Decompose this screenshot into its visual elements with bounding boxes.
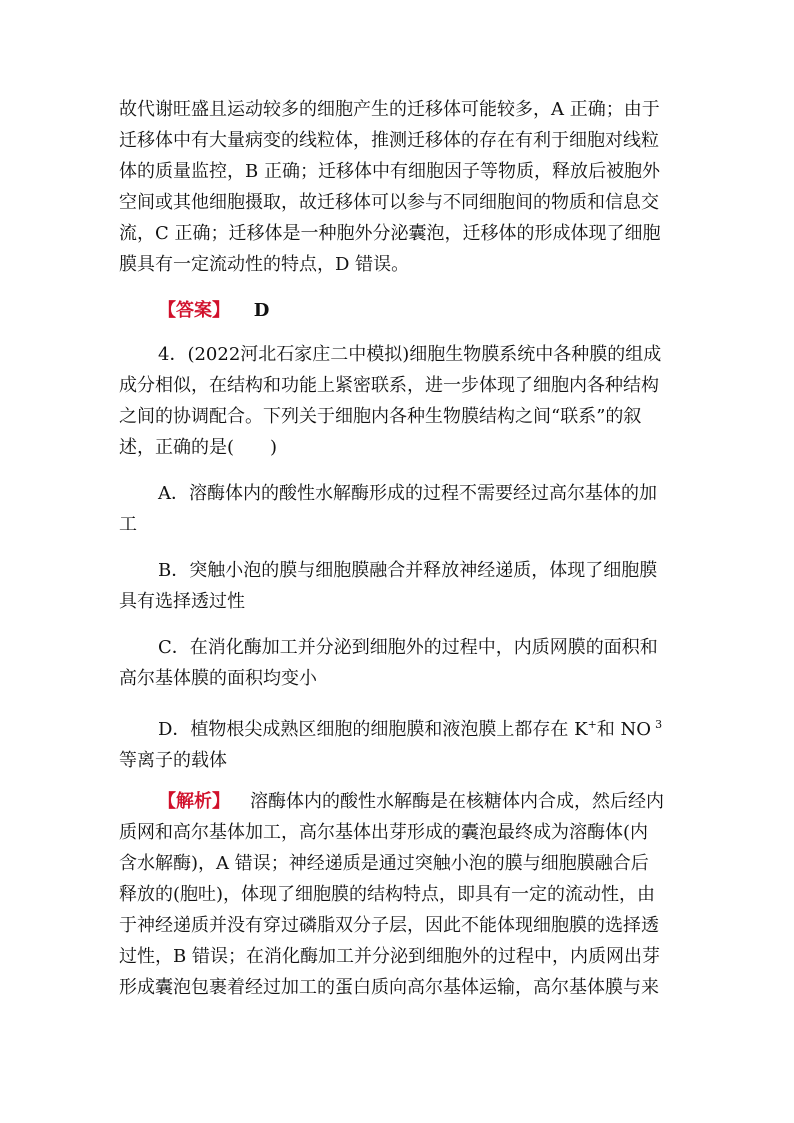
option-text: 和 NO <box>596 719 652 740</box>
analysis-continuation-paragraph <box>119 94 675 280</box>
option-text: D．植物根尖成熟区细胞的细胞膜和液泡膜上都存在 K <box>158 719 588 740</box>
analysis-text: 溶酶体内的酸性水解酶是在核糖体内合成，然后经内 <box>250 791 664 812</box>
analysis-line: 质网和高尔基体加工，高尔基体出芽形成的囊泡最终成为溶酶体(内 <box>119 822 649 843</box>
text-line: 迁移体中有大量病变的线粒体，推测迁移体的存在有利于细胞对线粒 <box>119 130 659 151</box>
option-line: 高尔基体膜的面积均变小 <box>119 668 317 689</box>
analysis-line: 形成囊泡包裹着经过加工的蛋白质向高尔基体运输，高尔基体膜与来 <box>119 977 659 998</box>
option-line: 工 <box>119 514 137 535</box>
text-line: 膜具有一定流动性的特点，D 错误。 <box>119 254 410 275</box>
superscript: 3 <box>655 718 663 731</box>
question-4 <box>119 339 675 463</box>
analysis-line: 释放的(胞吐)，体现了细胞膜的结构特点，即具有一定的流动性，由 <box>119 884 656 905</box>
analysis-line: 于神经递质并没有穿过磷脂双分子层，因此不能体现细胞膜的选择透 <box>119 915 659 936</box>
question-line: 4．(2022河北石家庄二中模拟)细胞生物膜系统中各种膜的组成 <box>158 344 662 365</box>
question-line: 成分相似，在结构和功能上紧密联系，进一步体现了细胞内各种结构 <box>119 375 659 396</box>
text-line: 体的质量监控，B 正确；迁移体中有细胞因子等物质，释放后被胞外 <box>119 161 660 182</box>
analysis-line <box>119 786 675 817</box>
answer-line <box>158 295 714 326</box>
analysis-label: 【解析】 <box>158 791 230 812</box>
text-line: 故代谢旺盛且运动较多的细胞产生的迁移体可能较多，A 正确；由于 <box>119 99 660 120</box>
analysis-paragraph <box>119 786 675 1003</box>
question-line: 述，正确的是( ) <box>119 437 278 458</box>
option-line: C．在消化酶加工并分泌到细胞外的过程中，内质网膜的面积和 <box>158 637 658 658</box>
question-line: 之间的协调配合。下列关于细胞内各种生物膜结构之间“联系”的叙 <box>119 406 642 427</box>
text-line: 空间或其他细胞摄取，故迁移体可以参与不同细胞间的物质和信息交 <box>119 192 659 213</box>
text-line: 流，C 正确；迁移体是一种胞外分泌囊泡，迁移体的形成体现了细胞 <box>119 223 661 244</box>
answer-label: 【答案】 <box>158 300 230 321</box>
option-a <box>119 478 675 540</box>
option-line <box>119 709 675 745</box>
option-line: 具有选择透过性 <box>119 591 245 612</box>
option-c <box>119 632 675 694</box>
option-b <box>119 555 675 617</box>
superscript: + <box>587 718 597 731</box>
option-line: 等离子的载体 <box>119 750 227 771</box>
option-line: A．溶酶体内的酸性水解酶形成的过程不需要经过高尔基体的加 <box>158 483 657 504</box>
analysis-line: 过性，B 错误；在消化酶加工并分泌到细胞外的过程中，内质网出芽 <box>119 946 660 967</box>
option-d <box>119 709 675 776</box>
analysis-line: 含水解酶)，A 错误；神经递质是通过突触小泡的膜与细胞膜融合后 <box>119 853 649 874</box>
option-line: B．突触小泡的膜与细胞膜融合并释放神经递质，体现了细胞膜 <box>158 560 658 581</box>
answer-value: D <box>253 300 270 321</box>
